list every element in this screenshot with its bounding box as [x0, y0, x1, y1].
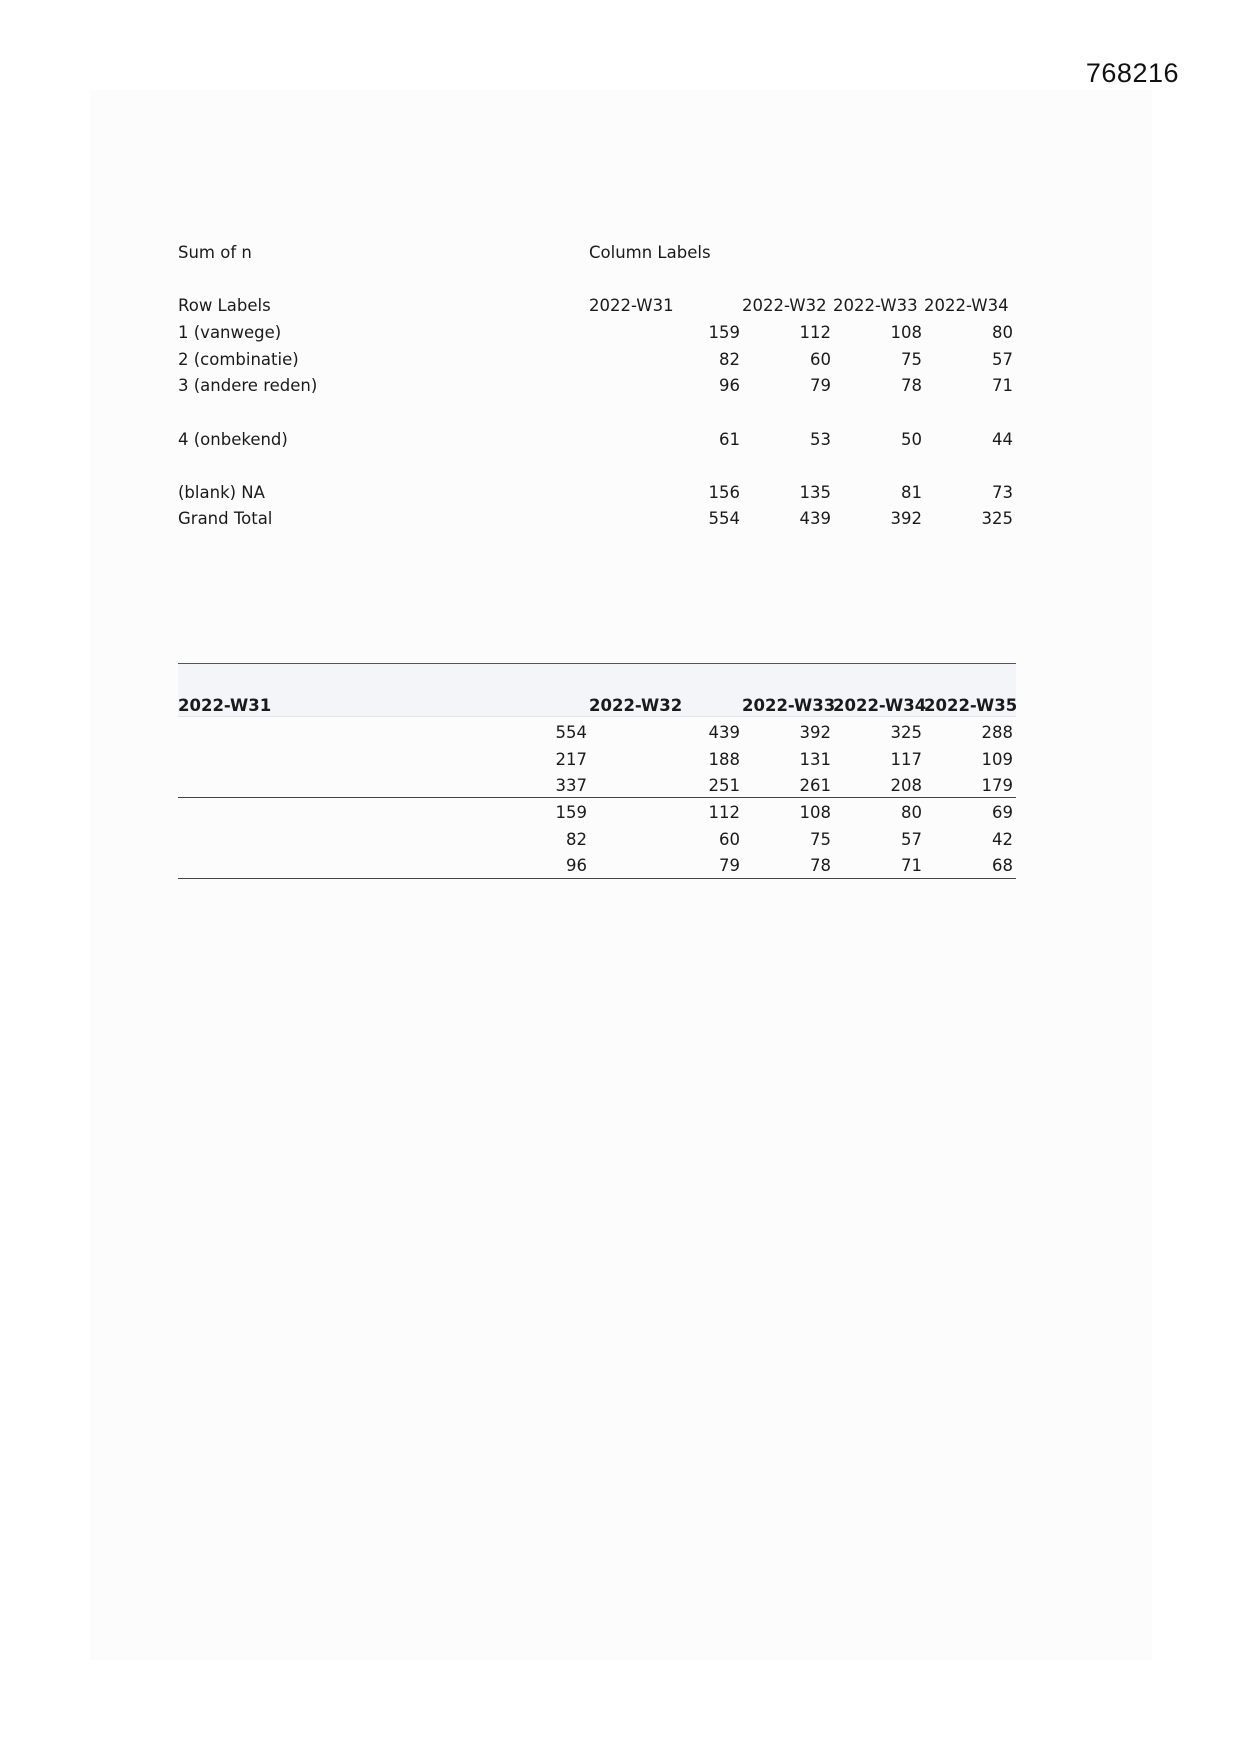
summary-cell: 108 — [799, 803, 831, 822]
pivot-row-label: 4 (onbekend) — [178, 430, 288, 449]
summary-col-header: 2022-W35 — [924, 696, 1018, 715]
summary-cell: 251 — [708, 776, 740, 795]
summary-cell: 131 — [799, 750, 831, 769]
summary-cell: 80 — [901, 803, 922, 822]
pivot-cell: 78 — [901, 376, 922, 395]
summary-cell: 78 — [810, 856, 831, 875]
pivot-row-label: 2 (combinatie) — [178, 350, 299, 369]
summary-top-rule — [178, 663, 1016, 664]
pivot-cell: 57 — [992, 350, 1013, 369]
pivot-grand-total-label: Grand Total — [178, 509, 273, 528]
summary-cell: 217 — [555, 750, 587, 769]
summary-cell: 439 — [708, 723, 740, 742]
pivot-cell: 159 — [708, 323, 740, 342]
summary-cell: 96 — [566, 856, 587, 875]
pivot-cell: 135 — [799, 483, 831, 502]
summary-cell: 69 — [992, 803, 1013, 822]
summary-col-header: 2022-W31 — [178, 696, 272, 715]
pivot-cell: 50 — [901, 430, 922, 449]
summary-cell: 208 — [890, 776, 922, 795]
summary-cell: 261 — [799, 776, 831, 795]
pivot-cell: 80 — [992, 323, 1013, 342]
summary-cell: 554 — [555, 723, 587, 742]
pivot-cell: 82 — [719, 350, 740, 369]
pivot-row-label: 1 (vanwege) — [178, 323, 282, 342]
pivot-col-header: 2022-W32 — [742, 296, 827, 315]
summary-cell: 325 — [890, 723, 922, 742]
pivot-col-header: 2022-W31 — [589, 296, 674, 315]
summary-bottom-rule — [178, 878, 1016, 879]
summary-cell: 60 — [719, 830, 740, 849]
pivot-total-cell: 325 — [981, 509, 1013, 528]
pivot-row-label: (blank) NA — [178, 483, 265, 502]
summary-cell: 392 — [799, 723, 831, 742]
summary-cell: 112 — [708, 803, 740, 822]
summary-cell: 75 — [810, 830, 831, 849]
summary-col-header: 2022-W34 — [833, 696, 927, 715]
summary-cell: 109 — [981, 750, 1013, 769]
summary-cell: 188 — [708, 750, 740, 769]
summary-cell: 179 — [981, 776, 1013, 795]
summary-cell: 68 — [992, 856, 1013, 875]
pivot-total-cell: 439 — [799, 509, 831, 528]
pivot-cell: 156 — [708, 483, 740, 502]
row-labels-label: Row Labels — [178, 296, 271, 315]
pivot-cell: 75 — [901, 350, 922, 369]
pivot-cell: 44 — [992, 430, 1013, 449]
pivot-col-header: 2022-W33 — [833, 296, 918, 315]
pivot-total-cell: 554 — [708, 509, 740, 528]
summary-cell: 42 — [992, 830, 1013, 849]
pivot-cell: 71 — [992, 376, 1013, 395]
summary-cell: 117 — [890, 750, 922, 769]
summary-cell: 288 — [981, 723, 1013, 742]
summary-cell: 57 — [901, 830, 922, 849]
pivot-cell: 73 — [992, 483, 1013, 502]
pivot-cell: 53 — [810, 430, 831, 449]
pivot-total-cell: 392 — [890, 509, 922, 528]
summary-header-rule — [178, 716, 1016, 717]
summary-cell: 82 — [566, 830, 587, 849]
pivot-row-label: 3 (andere reden) — [178, 376, 318, 395]
pivot-cell: 112 — [799, 323, 831, 342]
summary-cell: 337 — [555, 776, 587, 795]
summary-cell: 71 — [901, 856, 922, 875]
measure-label: Sum of n — [178, 243, 252, 262]
summary-col-header: 2022-W33 — [742, 696, 836, 715]
pivot-cell: 108 — [890, 323, 922, 342]
pivot-cell: 81 — [901, 483, 922, 502]
summary-cell: 159 — [555, 803, 587, 822]
summary-col-header: 2022-W32 — [589, 696, 683, 715]
summary-mid-rule — [178, 797, 1016, 798]
pivot-cell: 60 — [810, 350, 831, 369]
document-number: 768216 — [1085, 58, 1179, 88]
pivot-cell: 79 — [810, 376, 831, 395]
column-labels-label: Column Labels — [589, 243, 711, 262]
pivot-cell: 96 — [719, 376, 740, 395]
pivot-cell: 61 — [719, 430, 740, 449]
pivot-col-header: 2022-W34 — [924, 296, 1009, 315]
summary-cell: 79 — [719, 856, 740, 875]
